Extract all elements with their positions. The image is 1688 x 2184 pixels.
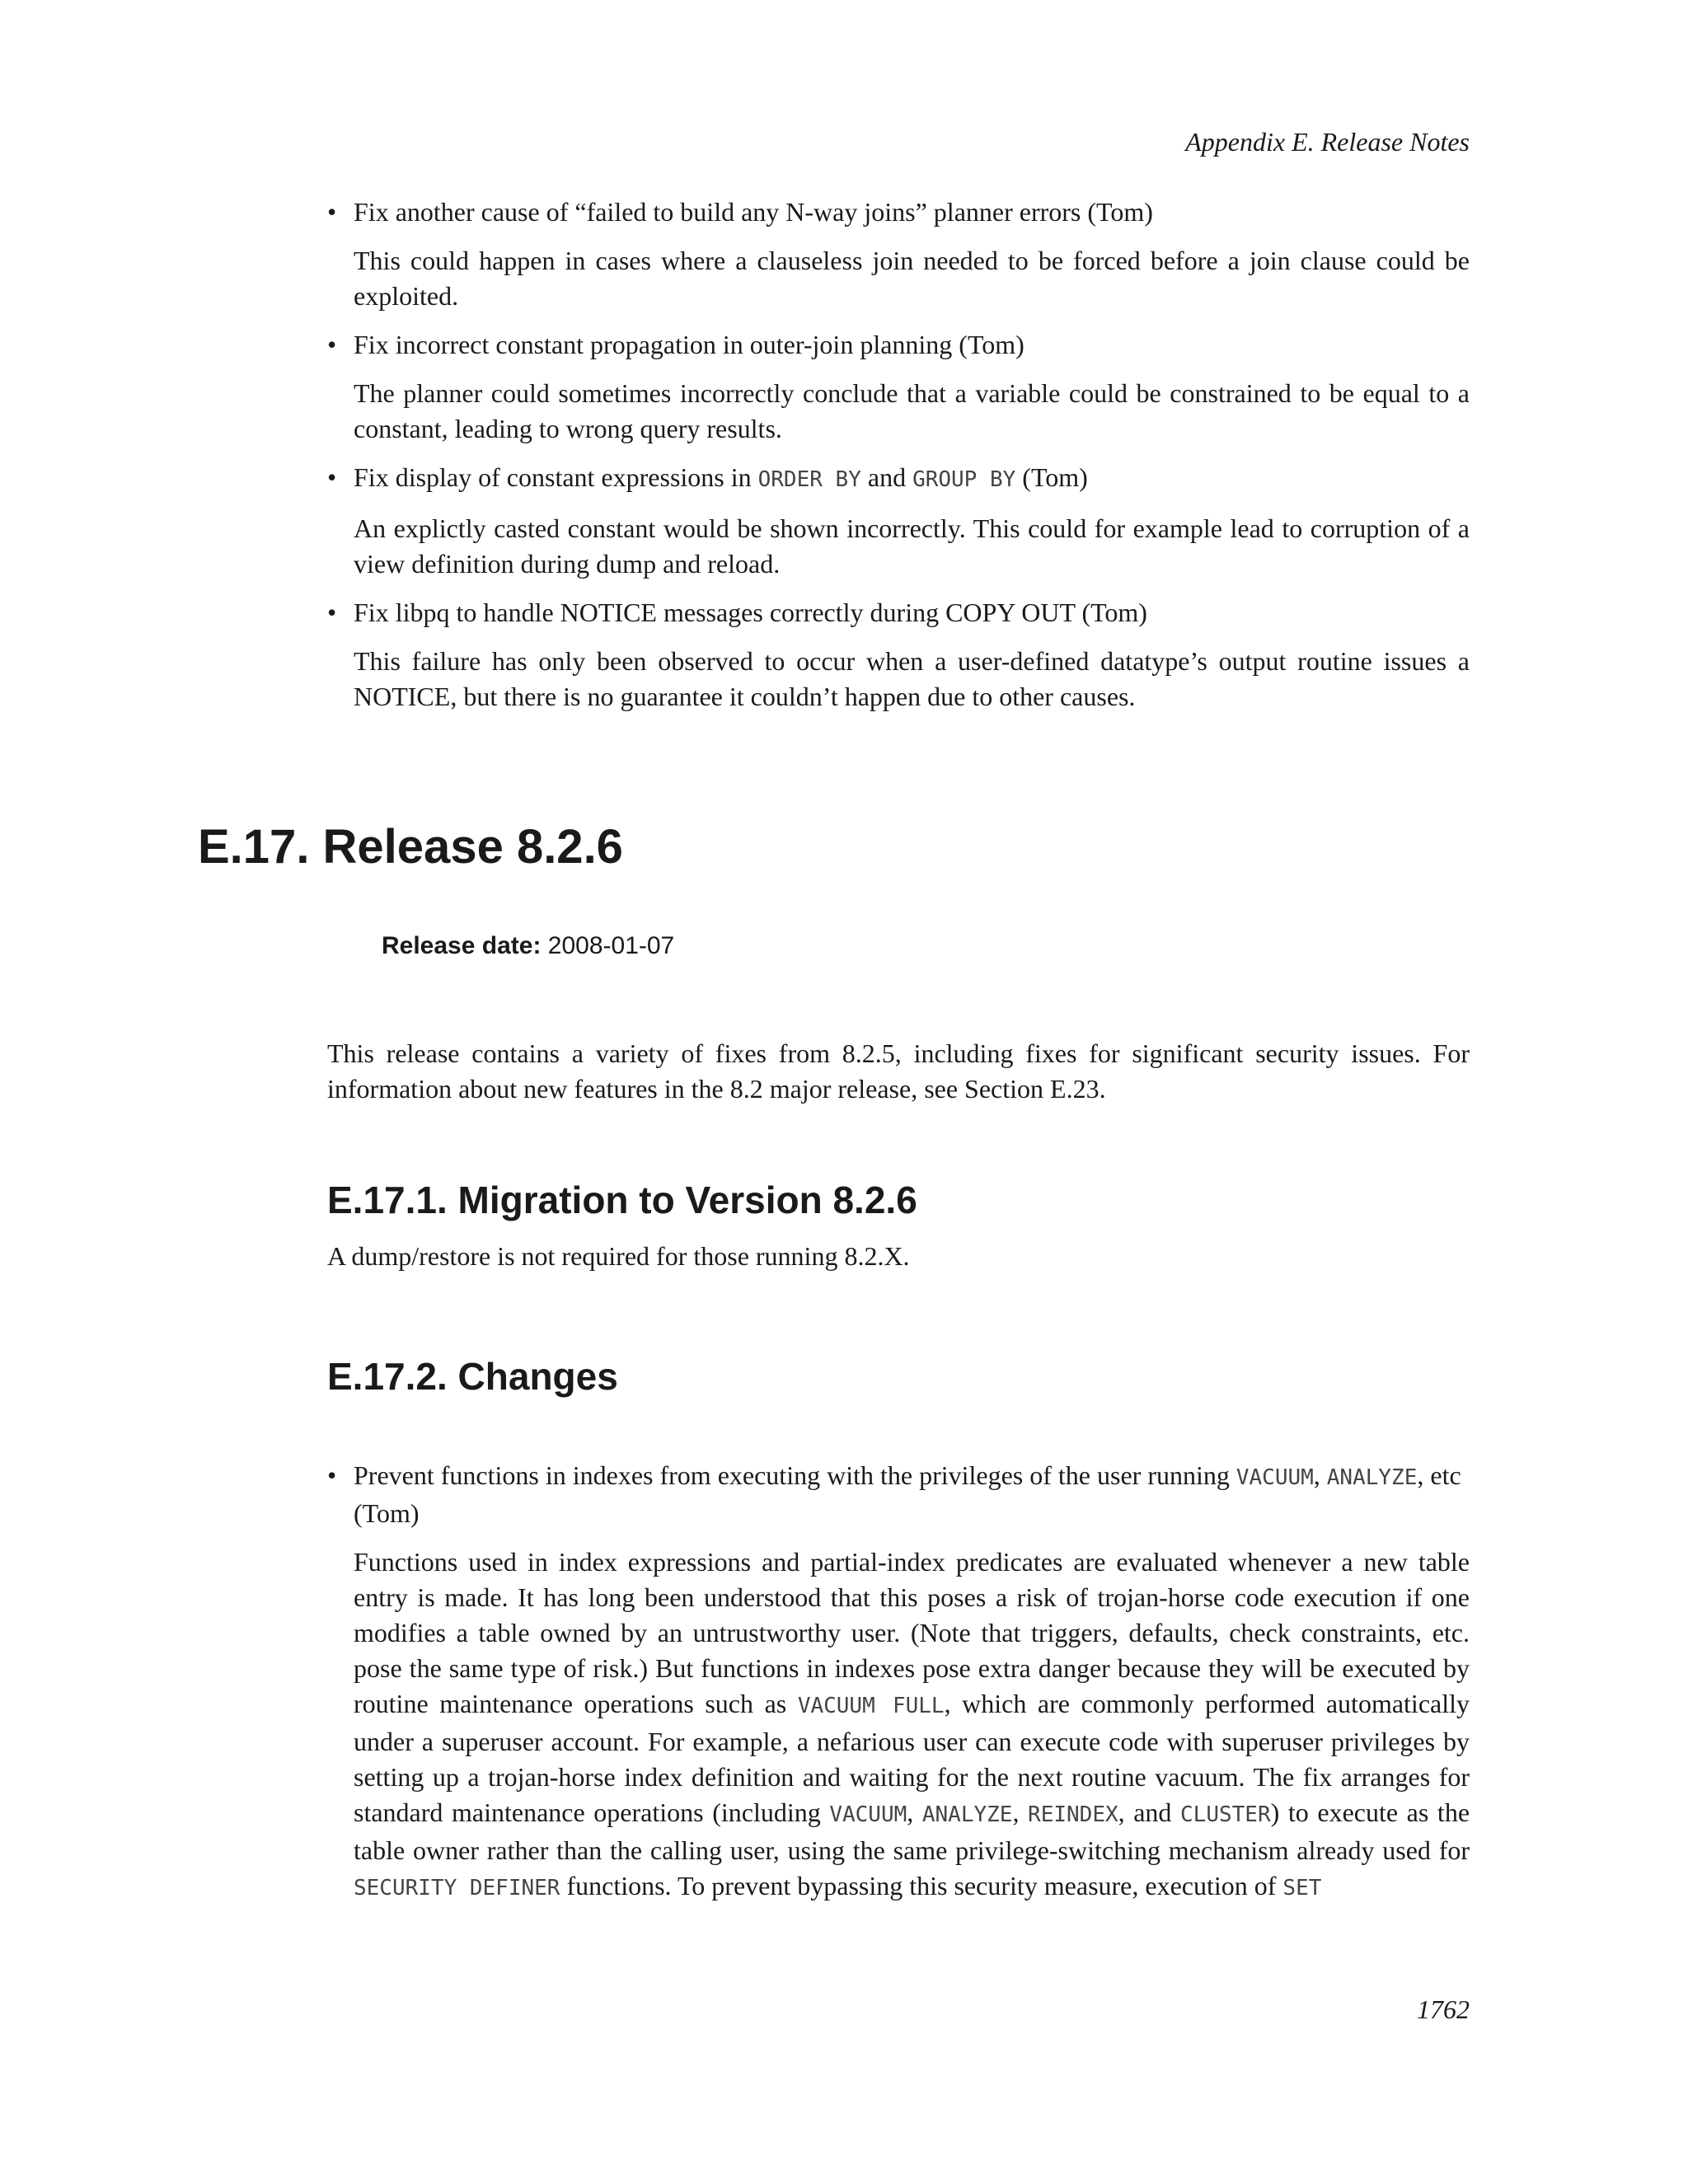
- running-header: Appendix E. Release Notes: [1185, 127, 1470, 157]
- code-analyze: ANALYZE: [921, 1802, 1013, 1827]
- item-title: Fix libpq to handle NOTICE messages correctly during COPY OUT (Tom): [354, 598, 1147, 627]
- item-title: Fix display of constant expressions in ORDER BY and GROUP BY (Tom): [354, 462, 1088, 492]
- list-item: [327, 460, 1470, 582]
- code-vacuum: VACUUM: [829, 1802, 907, 1827]
- migration-heading: E.17.1. Migration to Version 8.2.6: [327, 1179, 917, 1221]
- code-order-by: ORDER BY: [757, 467, 861, 492]
- list-item: [327, 595, 1470, 715]
- bullet-icon: •: [327, 330, 337, 359]
- item-title: Fix incorrect constant propagation in outer-join planning (Tom): [354, 330, 1025, 359]
- item-description: This could happen in cases where a clauseless join needed to be forced before a join clause could be exploited.: [354, 246, 1470, 311]
- list-item: [327, 327, 1470, 447]
- code-reindex: REINDEX: [1028, 1802, 1118, 1827]
- changes-heading: E.17.2. Changes: [327, 1355, 618, 1398]
- code-set: SET: [1282, 1876, 1322, 1900]
- code-analyze: ANALYZE: [1326, 1465, 1418, 1490]
- release-date-label: Release date:: [382, 932, 542, 959]
- bullet-icon: •: [327, 462, 337, 492]
- item-description: The planner could sometimes incorrectly conclude that a variable could be constrained to be equal to a constant, leading to wrong query results.: [354, 378, 1470, 443]
- code-vacuum-full: VACUUM FULL: [797, 1694, 945, 1718]
- code-vacuum: VACUUM: [1236, 1465, 1314, 1490]
- top-item-list: [327, 194, 1470, 728]
- release-date: [382, 930, 674, 963]
- page-number: 1762: [1417, 1994, 1470, 2024]
- bullet-icon: •: [327, 1460, 337, 1490]
- code-group-by: GROUP BY: [912, 467, 1016, 492]
- bullet-icon: •: [327, 598, 337, 627]
- section-intro: This release contains a variety of fixes from 8.2.5, including fixes for significant security issues. For information about new features in the 8.2 major release, see Section E.23.: [327, 1038, 1470, 1104]
- item-description: An explictly casted constant would be shown incorrectly. This could for example lead to corruption of a view definition during dump and reload.: [354, 513, 1470, 579]
- item-description: This failure has only been observed to occur when a user-defined datatype’s output routine issues a NOTICE, but there is no guarantee it couldn’t happen due to other causes.: [354, 646, 1470, 711]
- item-description: Functions used in index expressions and partial-index predicates are evaluated whenever a new table entry is made. It has long been understood that this poses a risk of trojan-horse code execution if one modifies a table owned by an untrustworthy user. (Note that triggers, defaults, check constraints, etc. pose the same type of risk.) But functions in indexes pose extra danger because they will be executed by routine maintenance operations such as VACUUM FULL, which are commonly performed automatically under a superuser account. For example, a nefarious user can execute code with superuser privileges by setting up a trojan-horse index definition and waiting for the next routine vacuum. The fix arranges for standard maintenance operations (including VACUUM, ANALYZE, REINDEX, and CLUSTER) to execute as the table owner rather than the calling user, using the same privilege-switching mechanism already used for SECURITY DEFINER functions. To prevent bypassing this security measure, execution of SET: [354, 1547, 1470, 1900]
- code-cluster: CLUSTER: [1180, 1802, 1271, 1827]
- bullet-icon: •: [327, 197, 337, 227]
- migration-text: A dump/restore is not required for those running 8.2.X.: [327, 1241, 910, 1271]
- release-date-value: 2008-01-07: [547, 932, 675, 959]
- changes-list: [327, 1458, 1470, 1919]
- item-title: Prevent functions in indexes from executing with the privileges of the user running VACUUM, ANALYZE, etc (Tom): [354, 1460, 1461, 1528]
- list-item: [327, 1458, 1470, 1906]
- list-item: [327, 194, 1470, 314]
- code-security-definer: SECURITY DEFINER: [354, 1876, 560, 1900]
- section-heading: E.17. Release 8.2.6: [198, 820, 623, 874]
- item-title: Fix another cause of “failed to build any N-way joins” planner errors (Tom): [354, 197, 1153, 227]
